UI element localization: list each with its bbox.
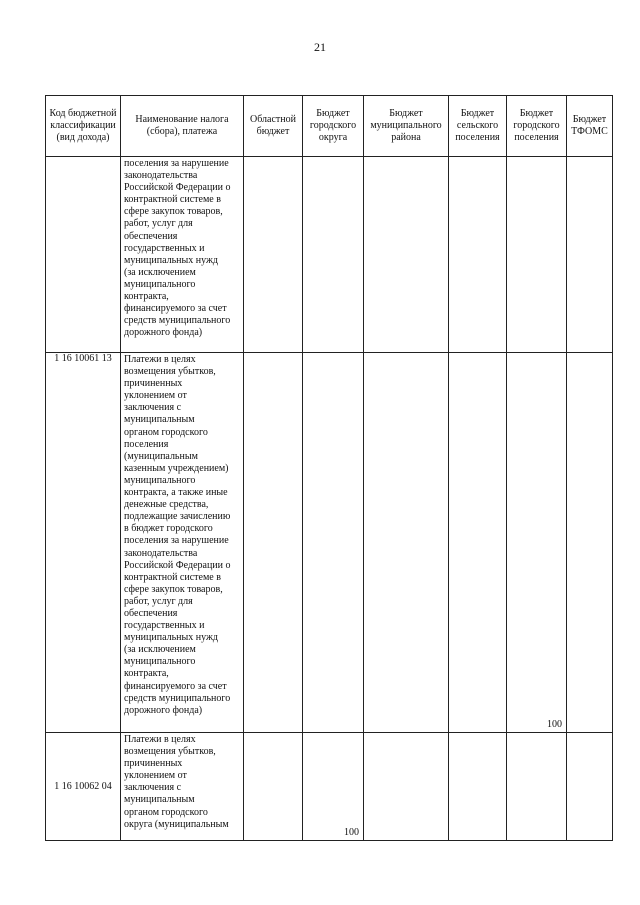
name-line: поселения за нарушение	[124, 158, 229, 169]
name-line: работ, услуг для	[124, 595, 193, 607]
name-line: работ, услуг для	[124, 218, 193, 230]
name-line: заключения с	[124, 782, 182, 794]
header-municipal-district-budget: Бюджет муниципального района	[364, 96, 449, 157]
name-line: заключения с	[124, 402, 182, 414]
row-name	[121, 157, 244, 353]
cell-tfoms	[567, 733, 613, 841]
name-line: законодательства	[124, 170, 198, 182]
name-line: поселения	[124, 438, 169, 450]
name-line: поселения за нарушение	[124, 535, 229, 547]
name-line: муниципального	[124, 474, 196, 486]
name-line: сфере закупок товаров,	[124, 583, 223, 595]
name-line: государственных и	[124, 242, 205, 254]
name-line: муниципального	[124, 278, 196, 290]
cell-municipal-district	[364, 353, 449, 733]
row-name	[121, 353, 244, 733]
name-line: средств муниципального	[124, 692, 231, 704]
name-line: муниципального	[124, 656, 196, 668]
name-line: дорожного фонда)	[124, 327, 203, 339]
name-line: Российской Федерации о	[124, 559, 231, 571]
name-line: контракта,	[124, 668, 169, 680]
name-line: дорожного фонда)	[124, 704, 203, 716]
row-code: 1 16 10061 13	[46, 353, 121, 733]
name-line: уклонением от	[124, 770, 187, 782]
name-line: (за исключением	[124, 266, 196, 278]
name-line: Платежи в целях	[124, 734, 196, 745]
row-code	[46, 157, 121, 353]
page-number: 21	[314, 40, 326, 54]
header-city-district-budget: Бюджет городского округа	[303, 96, 364, 157]
cell-urban-settlement: 100	[507, 353, 567, 733]
name-line: причиненных	[124, 758, 183, 770]
name-line: округа (муниципальным	[124, 818, 229, 830]
name-line: контракта, а также иные	[124, 487, 228, 499]
name-line: муниципальных нужд	[124, 632, 218, 644]
cell-municipal-district	[364, 733, 449, 841]
cell-rural	[449, 353, 507, 733]
cell-rural	[449, 733, 507, 841]
cell-city-district: 100	[303, 733, 364, 841]
cell-city-district	[303, 353, 364, 733]
name-line: (за исключением	[124, 644, 196, 656]
cell-city-district	[303, 157, 364, 353]
row-name	[121, 733, 244, 841]
row-code: 1 16 10062 04	[46, 733, 121, 841]
name-line: денежные средства,	[124, 499, 209, 511]
cell-municipal-district	[364, 157, 449, 353]
name-line: возмещения убытков,	[124, 746, 216, 758]
name-line: Российской Федерации о	[124, 182, 231, 194]
name-line: Платежи в целях	[124, 354, 196, 365]
cell-rural	[449, 157, 507, 353]
name-line: финансируемого за счет	[124, 303, 227, 315]
name-line: обеспечения	[124, 607, 178, 619]
name-line: государственных и	[124, 620, 205, 632]
cell-tfoms	[567, 157, 613, 353]
name-line: (муниципальным	[124, 450, 198, 462]
cell-urban-settlement	[507, 733, 567, 841]
cell-regional	[244, 733, 303, 841]
header-urban-settlement-budget: Бюджет городского поселения	[507, 96, 567, 157]
name-line: муниципальным	[124, 414, 195, 426]
name-line: подлежащие зачислению	[124, 511, 231, 523]
name-line: контрактной системе в	[124, 571, 221, 583]
name-line: законодательства	[124, 547, 198, 559]
name-line: контракта,	[124, 291, 169, 303]
revenue-distribution-table	[45, 95, 613, 841]
name-line: сфере закупок товаров,	[124, 206, 223, 218]
header-regional-budget: Областной бюджет	[244, 96, 303, 157]
header-code: Код бюджетной классификации (вид дохода)	[46, 96, 121, 157]
cell-tfoms	[567, 353, 613, 733]
name-line: финансируемого за счет	[124, 680, 227, 692]
name-line: причиненных	[124, 378, 183, 390]
name-line: возмещения убытков,	[124, 366, 216, 378]
header-name: Наименование налога (сбора), платежа	[121, 96, 244, 157]
name-line: органом городского	[124, 426, 208, 438]
name-line: муниципальным	[124, 794, 195, 806]
name-line: обеспечения	[124, 230, 178, 242]
table-row	[46, 157, 613, 353]
name-line: контрактной системе в	[124, 194, 221, 206]
table-row	[46, 353, 613, 733]
name-line: в бюджет городского	[124, 523, 213, 535]
cell-regional	[244, 353, 303, 733]
cell-regional	[244, 157, 303, 353]
name-line: средств муниципального	[124, 315, 231, 327]
cell-urban-settlement	[507, 157, 567, 353]
name-line: органом городского	[124, 806, 208, 818]
header-rural-settlement-budget: Бюджет сельского поселения	[449, 96, 507, 157]
table-row	[46, 733, 613, 841]
table-header-row	[46, 96, 613, 157]
name-line: казенным учреждением)	[124, 462, 229, 474]
header-tfoms-budget: Бюджет ТФОМС	[567, 96, 613, 157]
name-line: уклонением от	[124, 390, 187, 402]
name-line: муниципальных нужд	[124, 254, 218, 266]
